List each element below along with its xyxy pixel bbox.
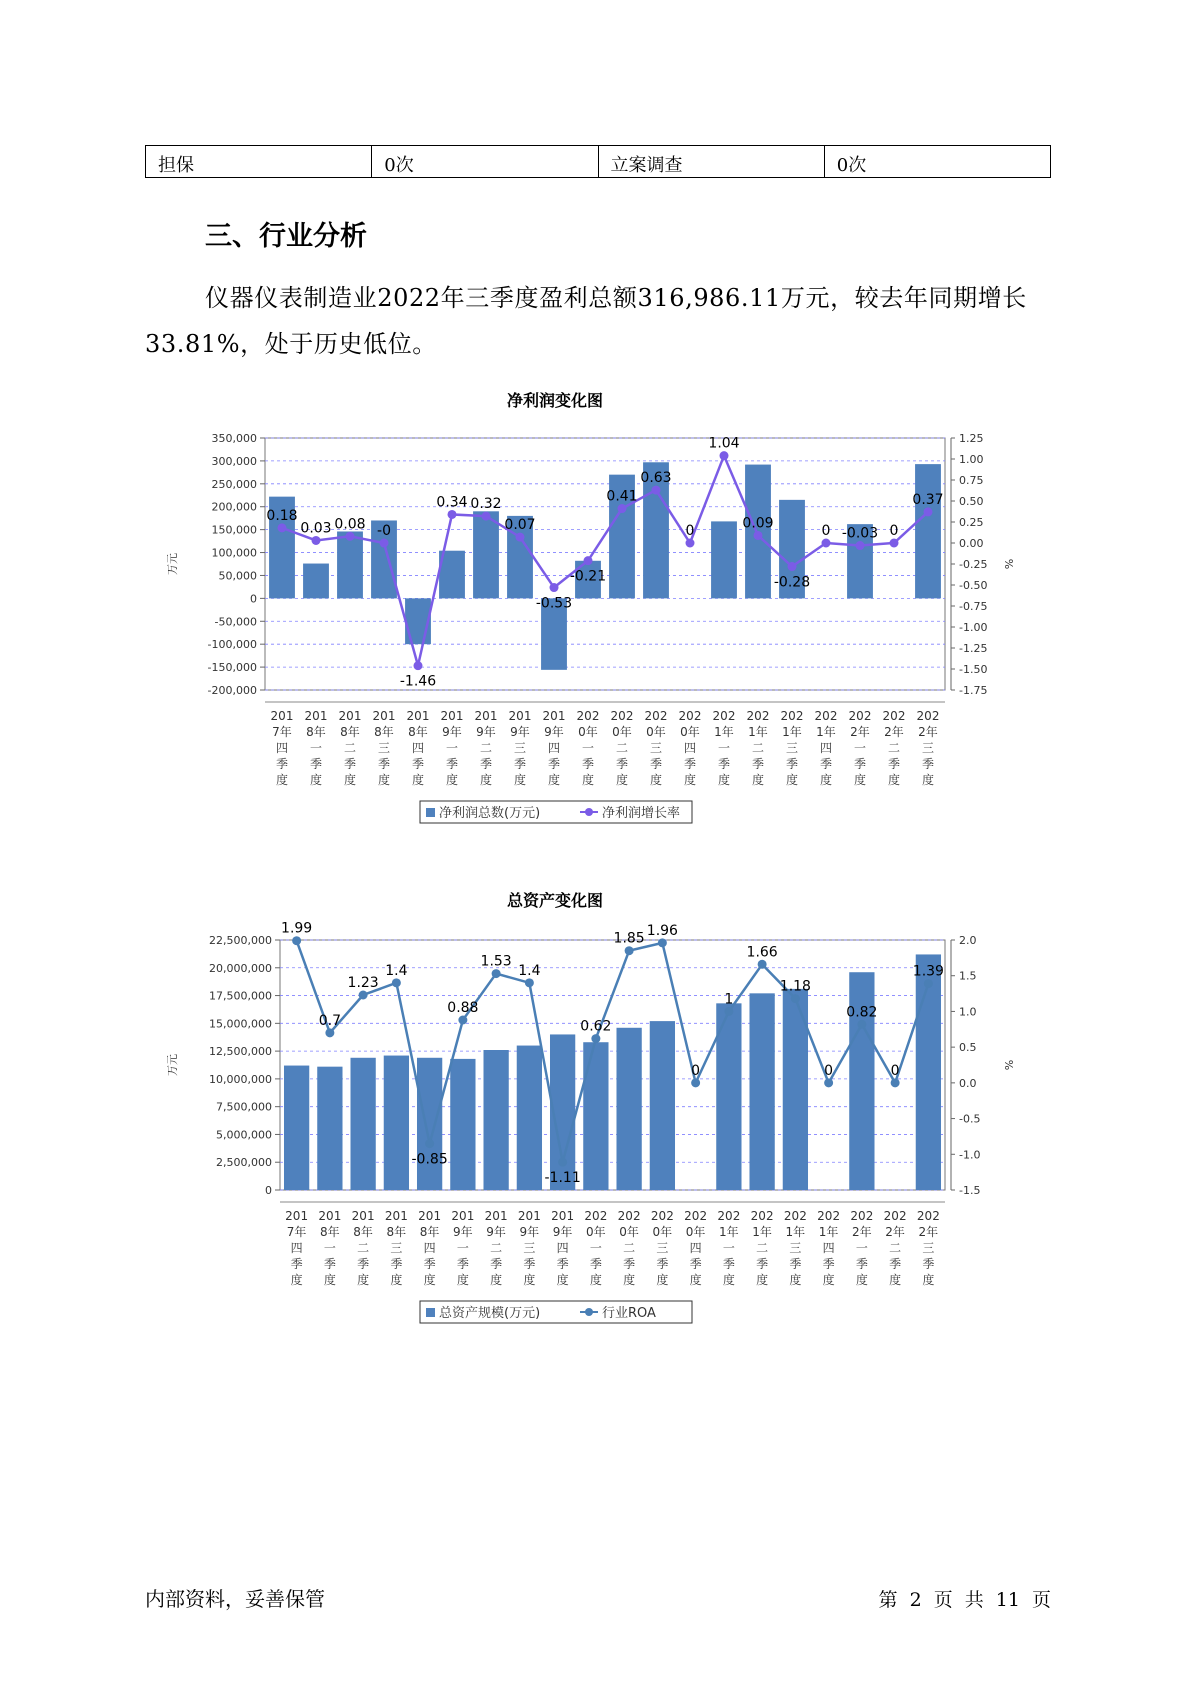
data-label: 0 bbox=[685, 523, 695, 539]
data-label: 0.32 bbox=[470, 496, 502, 513]
x-tick-label: 201 8年一季度 bbox=[318, 1209, 342, 1287]
data-label: 0.63 bbox=[640, 470, 672, 487]
table-cell-guarantee-label: 担保 bbox=[146, 146, 372, 178]
total-assets-chart bbox=[166, 890, 1015, 1350]
legend-bar-swatch bbox=[426, 1308, 435, 1317]
bar bbox=[616, 1028, 641, 1190]
x-tick-label: 202 0年三季度 bbox=[650, 1209, 674, 1287]
x-tick-label: 202 2年一季度 bbox=[850, 1209, 874, 1287]
bar bbox=[483, 1050, 508, 1190]
line-point bbox=[516, 533, 525, 542]
y-tick-label-left: 0 bbox=[250, 592, 257, 606]
x-tick-label: 201 8年四季度 bbox=[406, 709, 430, 787]
y-tick-label-right: 0.75 bbox=[959, 474, 984, 487]
line-point bbox=[380, 539, 389, 548]
data-label: 1.99 bbox=[281, 920, 313, 937]
data-label: 1.23 bbox=[347, 975, 379, 991]
line-point bbox=[758, 960, 767, 969]
legend-line-label: 净利润增长率 bbox=[602, 806, 681, 821]
y-tick-label-left: 100,000 bbox=[211, 546, 257, 560]
data-label: 0.41 bbox=[606, 488, 638, 505]
y-tick-label-left: 22,500,000 bbox=[209, 934, 272, 947]
line-point bbox=[425, 1139, 434, 1148]
y-tick-label-left: 17,500,000 bbox=[209, 989, 272, 1003]
data-label: 0.7 bbox=[318, 1012, 342, 1029]
line-point bbox=[482, 512, 491, 521]
x-tick-label: 201 9年四季度 bbox=[542, 709, 566, 787]
data-label: 0.18 bbox=[266, 507, 298, 524]
data-label: -0.53 bbox=[535, 595, 573, 612]
line-point bbox=[625, 946, 634, 955]
data-label: 0 bbox=[821, 523, 831, 539]
chart-title: 总资产变化图 bbox=[506, 891, 604, 910]
data-label: 1.66 bbox=[746, 944, 778, 961]
x-tick-label: 202 1年一季度 bbox=[717, 1209, 741, 1287]
data-label: -0.03 bbox=[841, 525, 879, 542]
line-point bbox=[791, 994, 800, 1003]
data-label: 0 bbox=[890, 1062, 900, 1079]
net-profit-chart bbox=[166, 390, 1015, 850]
line-point bbox=[686, 539, 695, 548]
data-label: 0 bbox=[824, 1062, 834, 1079]
bar bbox=[583, 1042, 608, 1190]
plot-frame bbox=[265, 435, 945, 690]
x-tick-label: 202 1年三季度 bbox=[783, 1209, 807, 1287]
bar bbox=[915, 464, 941, 598]
line-point bbox=[346, 532, 355, 541]
y-tick-label-right: 0.50 bbox=[959, 495, 984, 508]
x-tick-label: 201 9年二季度 bbox=[484, 1209, 508, 1287]
bar bbox=[749, 993, 774, 1190]
section-title: 三、行业分析 bbox=[205, 221, 367, 252]
x-tick-label: 202 0年三季度 bbox=[644, 709, 668, 787]
data-label: 0.34 bbox=[436, 494, 468, 511]
y-tick-label-left: -50,000 bbox=[214, 615, 257, 629]
x-tick-label: 202 2年二季度 bbox=[882, 709, 906, 787]
y-tick-label-right: -1.5 bbox=[959, 1184, 981, 1197]
y-tick-label-left: 50,000 bbox=[218, 569, 257, 583]
y-tick-label-left: 15,000,000 bbox=[209, 1017, 272, 1031]
x-tick-label: 202 2年三季度 bbox=[916, 709, 940, 787]
x-tick-label: 202 2年三季度 bbox=[916, 1209, 940, 1287]
data-label: 0.82 bbox=[846, 1004, 878, 1021]
x-tick-label: 202 0年二季度 bbox=[617, 1209, 641, 1287]
y-tick-label-right: 1.25 bbox=[959, 432, 984, 445]
table-cell-investigation-label: 立案调查 bbox=[598, 146, 824, 178]
y-tick-label-right: -0.5 bbox=[959, 1112, 981, 1126]
bar bbox=[350, 1058, 375, 1190]
data-label: 0.07 bbox=[504, 517, 536, 534]
data-label: 1.85 bbox=[613, 930, 645, 947]
table-cell-investigation-count: 0次 bbox=[824, 146, 1050, 178]
footer-confidential: 内部资料，妥善保管 bbox=[145, 1587, 325, 1611]
legend-bar-label: 净利润总数(万元) bbox=[439, 806, 541, 821]
bar bbox=[284, 1066, 309, 1190]
data-label: -0.85 bbox=[411, 1151, 448, 1168]
x-tick-label: 201 9年三季度 bbox=[517, 1209, 541, 1287]
info-table bbox=[145, 145, 1051, 178]
y-axis-label-left: 万元 bbox=[166, 1054, 179, 1076]
line-point bbox=[325, 1028, 334, 1037]
bar bbox=[650, 1021, 675, 1190]
data-label: 1.53 bbox=[480, 953, 512, 970]
x-tick-label: 202 1年三季度 bbox=[780, 709, 804, 787]
data-label: -0.28 bbox=[773, 574, 811, 591]
x-tick-label: 201 7年四季度 bbox=[270, 709, 294, 787]
data-label: 0.09 bbox=[742, 515, 774, 532]
line-point bbox=[720, 451, 729, 460]
x-tick-label: 202 1年二季度 bbox=[750, 1209, 774, 1287]
data-label: 0.88 bbox=[447, 1000, 479, 1016]
bar bbox=[303, 564, 329, 599]
y-tick-label-left: 20,000,000 bbox=[209, 961, 272, 975]
x-tick-label: 201 9年四季度 bbox=[551, 1209, 575, 1287]
x-tick-label: 201 7年四季度 bbox=[285, 1209, 309, 1287]
data-label: -1.11 bbox=[544, 1170, 581, 1187]
y-tick-label-right: -1.25 bbox=[959, 642, 988, 655]
y-tick-label-left: 0 bbox=[265, 1184, 272, 1197]
x-tick-label: 201 9年一季度 bbox=[440, 709, 464, 787]
x-tick-label: 201 8年一季度 bbox=[304, 709, 328, 787]
y-tick-label-right: 1.0 bbox=[959, 1005, 977, 1019]
line-point bbox=[824, 1078, 833, 1087]
line-point bbox=[891, 1078, 900, 1087]
y-axis-label-left: 万元 bbox=[166, 553, 179, 575]
data-label: 1.4 bbox=[385, 962, 408, 979]
bar bbox=[711, 521, 737, 598]
x-tick-label: 201 9年一季度 bbox=[451, 1209, 475, 1287]
line-point bbox=[924, 507, 933, 516]
line-point bbox=[724, 1007, 733, 1016]
table-cell-guarantee-count: 0次 bbox=[372, 146, 598, 178]
x-tick-label: 202 0年一季度 bbox=[584, 1209, 608, 1287]
x-tick-label: 202 0年二季度 bbox=[610, 709, 634, 787]
line-point bbox=[618, 504, 627, 513]
line-point bbox=[584, 556, 593, 565]
x-tick-label: 202 1年一季度 bbox=[712, 709, 736, 787]
x-tick-label: 201 8年三季度 bbox=[372, 709, 396, 787]
y-tick-label-left: 12,500,000 bbox=[209, 1045, 272, 1059]
y-tick-label-left: 250,000 bbox=[211, 477, 257, 491]
x-tick-label: 201 8年二季度 bbox=[351, 1209, 375, 1287]
bar bbox=[517, 1046, 542, 1190]
line-point bbox=[550, 583, 559, 592]
line-point bbox=[359, 991, 368, 1000]
line-point bbox=[924, 979, 933, 988]
line-point bbox=[312, 536, 321, 545]
y-tick-label-left: -100,000 bbox=[207, 638, 257, 652]
y-axis-label-right: % bbox=[1002, 558, 1015, 570]
legend-line-label: 行业ROA bbox=[602, 1306, 656, 1321]
y-tick-label-left: 5,000,000 bbox=[216, 1128, 272, 1142]
bar bbox=[384, 1056, 409, 1190]
y-tick-label-right: 1.5 bbox=[959, 969, 977, 983]
data-label: -0.21 bbox=[569, 568, 607, 585]
line-point bbox=[448, 510, 457, 519]
line-point bbox=[788, 562, 797, 571]
y-tick-label-right: -1.00 bbox=[959, 621, 988, 634]
bar bbox=[417, 1058, 442, 1190]
legend-line-marker bbox=[585, 808, 593, 816]
x-tick-label: 201 8年四季度 bbox=[418, 1209, 442, 1287]
bar bbox=[916, 954, 941, 1190]
y-axis-label-right: % bbox=[1002, 1059, 1015, 1071]
line-point bbox=[691, 1078, 700, 1087]
bar bbox=[450, 1059, 475, 1190]
y-tick-label-right: 1.00 bbox=[959, 453, 984, 466]
y-tick-label-right: -0.50 bbox=[959, 579, 988, 592]
line-point bbox=[392, 978, 401, 987]
data-label: 1.4 bbox=[518, 962, 541, 979]
y-tick-label-left: 300,000 bbox=[211, 454, 257, 468]
data-label: -0 bbox=[377, 523, 391, 539]
bar bbox=[337, 531, 363, 598]
line-point bbox=[458, 1016, 467, 1025]
line-point bbox=[652, 486, 661, 495]
x-tick-label: 202 0年四季度 bbox=[678, 709, 702, 787]
y-tick-label-right: -1.75 bbox=[959, 684, 988, 697]
data-label: 1 bbox=[724, 991, 734, 1008]
x-tick-label: 202 1年四季度 bbox=[814, 709, 838, 787]
y-tick-label-left: 150,000 bbox=[211, 523, 257, 537]
y-tick-label-left: 350,000 bbox=[211, 432, 257, 445]
plot-frame bbox=[280, 940, 945, 1190]
data-label: 1.04 bbox=[708, 435, 740, 452]
legend-bar-label: 总资产规模(万元) bbox=[439, 1306, 541, 1321]
line-point bbox=[857, 1020, 866, 1029]
footer-page-number: 第 2 页 共 11 页 bbox=[878, 1589, 1051, 1611]
data-label: 0 bbox=[889, 523, 899, 539]
data-label: 0 bbox=[691, 1062, 701, 1079]
x-tick-label: 201 8年三季度 bbox=[384, 1209, 408, 1287]
line-point bbox=[292, 936, 301, 945]
x-tick-label: 202 2年一季度 bbox=[848, 709, 872, 787]
legend-line-marker bbox=[585, 1308, 593, 1316]
y-tick-label-right: 0.0 bbox=[959, 1076, 977, 1090]
data-label: 1.18 bbox=[779, 978, 811, 995]
data-label: 1.96 bbox=[646, 922, 678, 939]
y-tick-label-left: 2,500,000 bbox=[216, 1156, 272, 1170]
data-label: -1.46 bbox=[399, 673, 437, 690]
y-tick-label-left: 200,000 bbox=[211, 500, 257, 514]
bar bbox=[317, 1067, 342, 1190]
y-tick-label-right: 0.5 bbox=[959, 1041, 977, 1055]
y-tick-label-right: 0.00 bbox=[959, 537, 984, 550]
analysis-paragraph: 仪器仪表制造业2022年三季度盈利总额316,986.11万元，较去年同期增长33.81%，处于历史低位。 bbox=[145, 284, 1027, 358]
line-point bbox=[658, 938, 667, 947]
y-tick-label-left: 7,500,000 bbox=[216, 1100, 272, 1114]
x-tick-label: 201 8年二季度 bbox=[338, 709, 362, 787]
x-tick-label: 202 0年四季度 bbox=[684, 1209, 708, 1287]
chart-title: 净利润变化图 bbox=[506, 391, 604, 410]
data-label: 0.37 bbox=[912, 491, 944, 508]
y-tick-label-right: -1.50 bbox=[959, 663, 988, 676]
line-point bbox=[278, 523, 287, 532]
bar bbox=[473, 511, 499, 598]
y-tick-label-right: -0.75 bbox=[959, 600, 988, 613]
y-tick-label-right: -0.25 bbox=[959, 558, 988, 571]
y-tick-label-left: 10,000,000 bbox=[209, 1072, 272, 1086]
y-tick-label-right: -1.0 bbox=[959, 1148, 981, 1162]
data-label: 0.08 bbox=[334, 516, 366, 533]
data-label: 0.03 bbox=[300, 520, 332, 537]
x-tick-label: 201 9年三季度 bbox=[508, 709, 532, 787]
line-point bbox=[558, 1158, 567, 1167]
x-tick-label: 202 2年二季度 bbox=[883, 1209, 907, 1287]
data-label: 1.39 bbox=[912, 963, 944, 980]
y-tick-label-left: -150,000 bbox=[207, 661, 257, 675]
table-row bbox=[146, 146, 1051, 178]
y-tick-label-left: -200,000 bbox=[207, 684, 257, 697]
line-point bbox=[754, 531, 763, 540]
line-point bbox=[492, 969, 501, 978]
x-tick-label: 202 1年二季度 bbox=[746, 709, 770, 787]
line-point bbox=[591, 1034, 600, 1043]
data-label: 0.62 bbox=[580, 1018, 612, 1035]
line-point bbox=[890, 539, 899, 548]
line-point bbox=[822, 539, 831, 548]
line-point bbox=[525, 978, 534, 987]
legend-bar-swatch bbox=[426, 808, 435, 817]
line-point bbox=[856, 541, 865, 550]
y-tick-label-right: 0.25 bbox=[959, 516, 984, 529]
y-tick-label-right: 2.0 bbox=[959, 934, 977, 947]
x-tick-label: 201 9年二季度 bbox=[474, 709, 498, 787]
x-tick-label: 202 1年四季度 bbox=[817, 1209, 841, 1287]
line-point bbox=[414, 661, 423, 670]
x-tick-label: 202 0年一季度 bbox=[576, 709, 600, 787]
